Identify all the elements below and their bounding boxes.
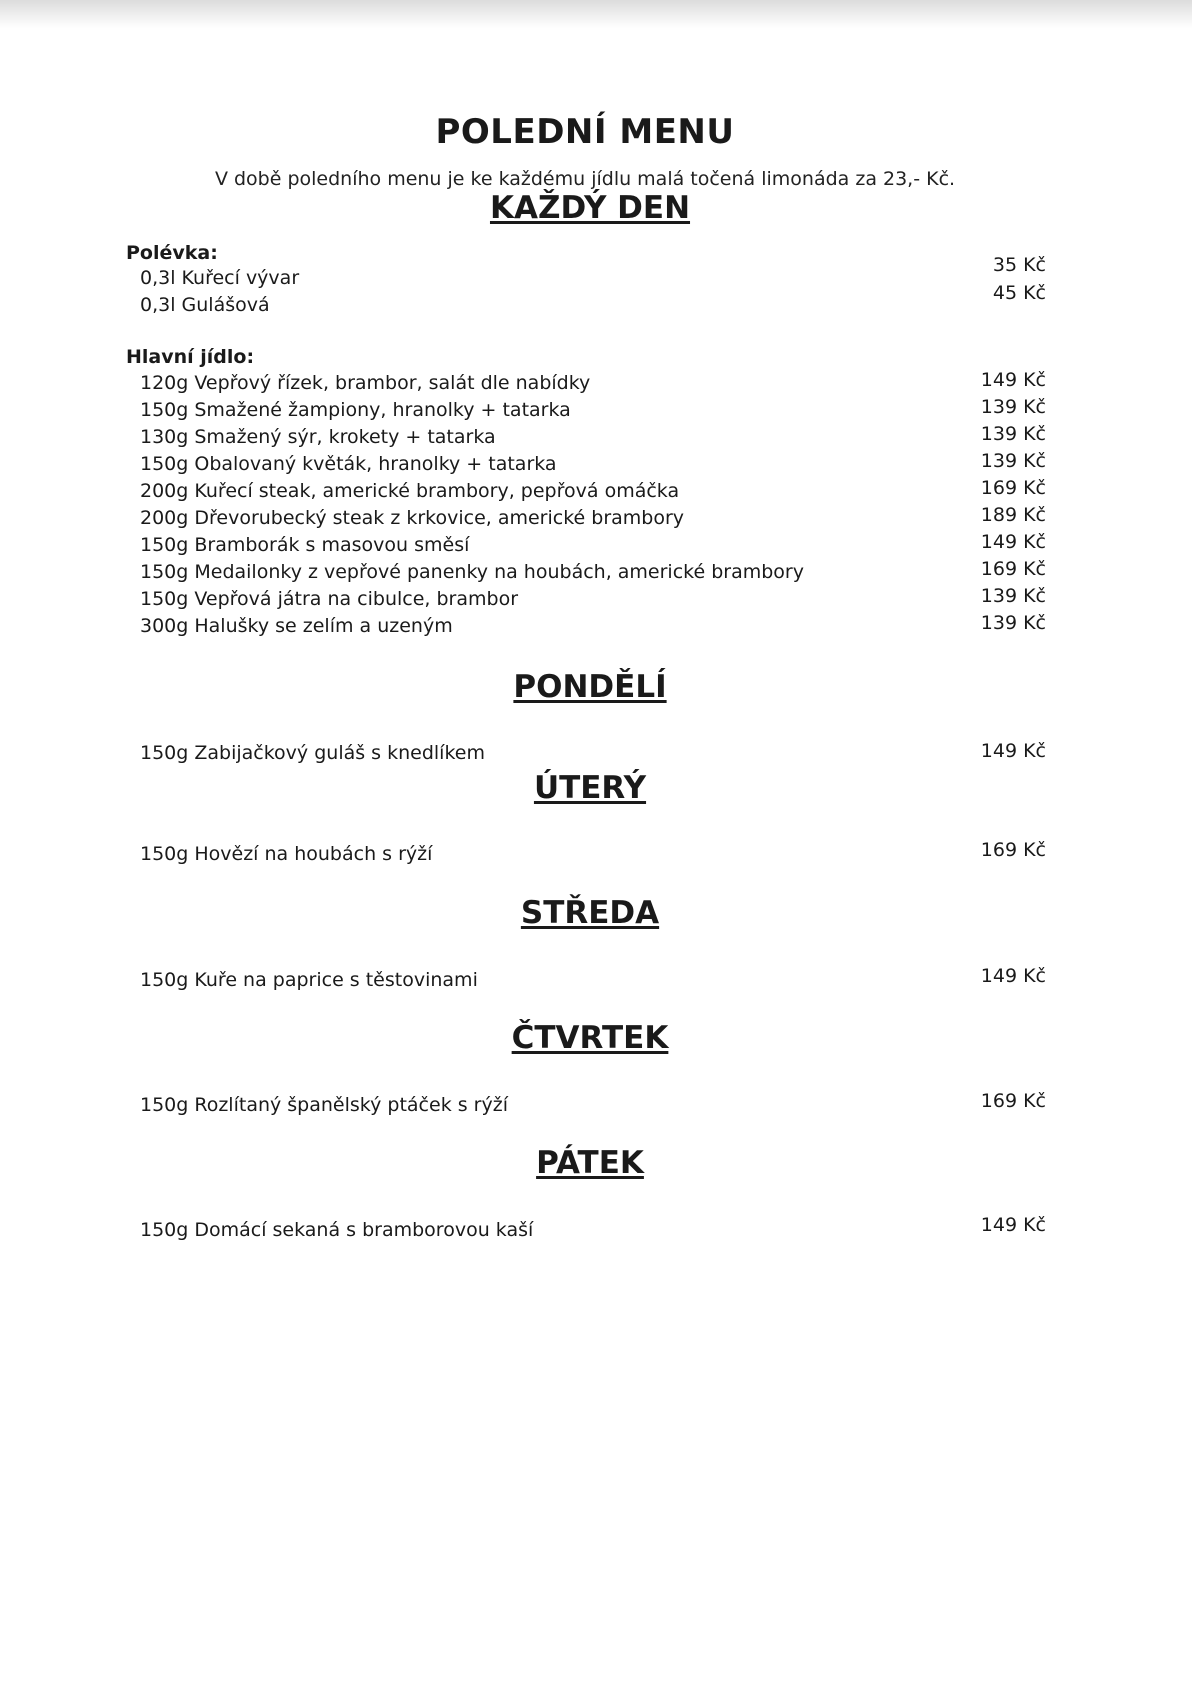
heading-monday: PONDĚLÍ (513, 669, 667, 705)
daily-item: 150g Rozlítaný španělský ptáček s rýží (140, 1094, 508, 1116)
daily-price: 149 Kč (980, 1214, 1046, 1236)
main-item: 300g Halušky se zelím a uzeným (140, 615, 453, 637)
soup-item: 0,3l Gulášová (140, 294, 270, 316)
main-item: 150g Medailonky z vepřové panenky na houbách, americké brambory (140, 561, 804, 583)
main-item: 150g Smažené žampiony, hranolky + tatarka (140, 399, 571, 421)
main-item: 120g Vepřový řízek, brambor, salát dle nabídky (140, 372, 591, 394)
heading-friday: PÁTEK (536, 1145, 644, 1181)
main-item: 130g Smažený sýr, krokety + tatarka (140, 426, 496, 448)
main-item: 200g Dřevorubecký steak z krkovice, americké brambory (140, 507, 685, 529)
daily-item: 150g Hovězí na houbách s rýží (140, 843, 433, 865)
daily-price: 149 Kč (980, 965, 1046, 987)
main-price: 139 Kč (980, 396, 1046, 418)
main-price: 139 Kč (980, 585, 1046, 607)
main-price: 139 Kč (980, 612, 1046, 634)
main-item: 200g Kuřecí steak, americké brambory, pepřová omáčka (140, 480, 680, 502)
heading-thursday: ČTVRTEK (511, 1020, 669, 1056)
soup-price: 45 Kč (992, 282, 1046, 304)
main-price: 189 Kč (980, 504, 1046, 526)
main-item: 150g Bramborák s masovou směsí (140, 534, 470, 556)
main-price: 149 Kč (980, 369, 1046, 391)
main-price: 169 Kč (980, 558, 1046, 580)
daily-price: 169 Kč (980, 1090, 1046, 1112)
soup-item: 0,3l Kuřecí vývar (140, 267, 300, 289)
daily-item: 150g Kuře na paprice s těstovinami (140, 969, 478, 991)
scan-shadow (0, 0, 1192, 28)
soup-price: 35 Kč (992, 254, 1046, 276)
heading-everyday: KAŽDÝ DEN (489, 190, 691, 226)
main-item: 150g Vepřová játra na cibulce, brambor (140, 588, 519, 610)
main-price: 139 Kč (980, 450, 1046, 472)
main-price: 149 Kč (980, 531, 1046, 553)
main-price: 169 Kč (980, 477, 1046, 499)
daily-price: 149 Kč (980, 740, 1046, 762)
menu-title: POLEDNÍ MENU (435, 112, 735, 152)
main-label: Hlavní jídlo: (126, 346, 255, 368)
menu-note: V době poledního menu je ke každému jídlu malá točená limonáda za 23,- Kč. (214, 168, 956, 190)
daily-item: 150g Zabijačkový guláš s knedlíkem (140, 742, 485, 764)
main-price: 139 Kč (980, 423, 1046, 445)
daily-price: 169 Kč (980, 839, 1046, 861)
heading-wednesday: STŘEDA (520, 895, 660, 931)
heading-tuesday: ÚTERÝ (533, 770, 647, 806)
soup-label: Polévka: (126, 242, 218, 264)
main-item: 150g Obalovaný květák, hranolky + tatarka (140, 453, 557, 475)
daily-item: 150g Domácí sekaná s bramborovou kaší (140, 1219, 534, 1241)
